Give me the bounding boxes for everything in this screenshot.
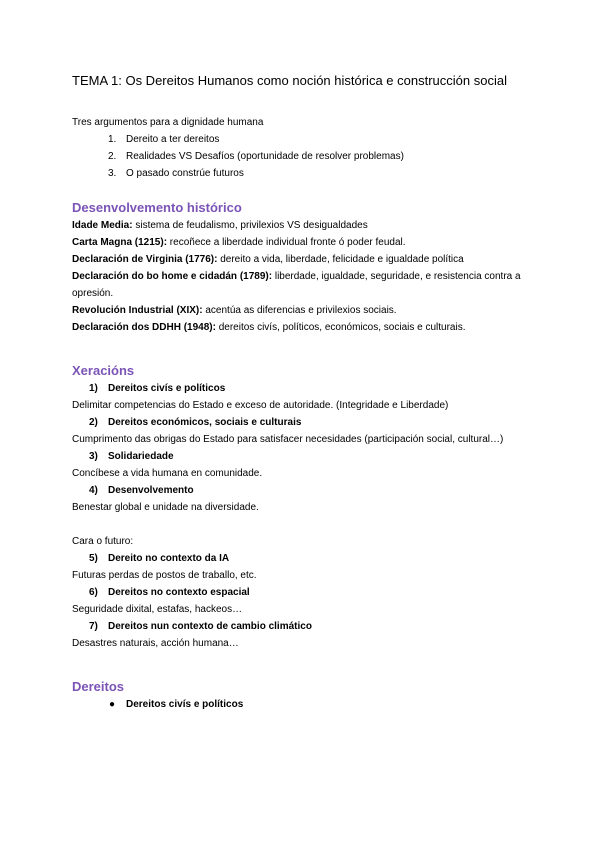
historico-item [72, 251, 522, 268]
historico-text: liberdade, igualdade, seguridade, e resistencia contra a opresión. [72, 271, 521, 299]
generation-name: Desenvolvemento [108, 485, 194, 496]
historico-term: Declaración de Virginia (1776): [72, 254, 218, 265]
generation-name: Solidariedade [108, 451, 174, 462]
historico-text: recoñece a liberdade individual fronte ó poder feudal. [167, 237, 406, 248]
futuro-list [72, 550, 522, 652]
historico-item [72, 217, 522, 234]
arguments-list [72, 131, 522, 182]
section-heading-historico: Desenvolvemento histórico [72, 200, 242, 215]
generation-name: Dereitos económicos, sociais e culturais [108, 417, 302, 428]
generation-title [72, 380, 522, 397]
dereitos-list [72, 696, 522, 713]
generation-desc: Concíbese a vida humana en comunidade. [72, 468, 263, 479]
historico-term: Revolución Industrial (XIX): [72, 305, 203, 316]
list-item [72, 148, 522, 165]
historico-term: Carta Magna (1215): [72, 237, 168, 248]
list-number: 1. [108, 134, 117, 145]
historico-item [72, 268, 522, 302]
generation-title [72, 414, 522, 431]
xeracions-list [72, 380, 522, 516]
generation-title [72, 448, 522, 465]
generation-title [72, 550, 522, 567]
generation-number: 6) [89, 587, 98, 598]
list-number: 3. [108, 168, 117, 179]
generation-title [72, 618, 522, 635]
document-page [72, 72, 522, 713]
list-item-text: Realidades VS Desafíos (oportunidade de resolver problemas) [126, 151, 404, 162]
generation-desc: Delimitar competencias do Estado e exceso de autoridade. (Integridade e Liberdade) [72, 400, 449, 411]
historico-text: sistema de feudalismo, privilexios VS desigualdades [132, 220, 368, 231]
historico-term: Declaración dos DDHH (1948): [72, 322, 216, 333]
historico-text: dereito a vida, liberdade, felicidade e igualdade política [217, 254, 464, 265]
historico-list [72, 217, 522, 336]
generation-title [72, 584, 522, 601]
generation-name: Dereitos civís e políticos [108, 383, 226, 394]
generation-number: 7) [89, 621, 98, 632]
generation-name: Dereitos no contexto espacial [108, 587, 250, 598]
bullet-icon: ● [109, 699, 116, 710]
generation-number: 4) [89, 485, 98, 496]
page-title: TEMA 1: Os Dereitos Humanos como noción histórica e construcción social [72, 73, 507, 88]
generation-desc: Seguridade dixital, estafas, hackeos… [72, 604, 243, 615]
generation-name: Dereitos nun contexto de cambio climático [108, 621, 312, 632]
list-item-text: Dereito a ter dereitos [126, 134, 220, 145]
section-heading-dereitos: Dereitos [72, 679, 125, 694]
historico-item [72, 319, 522, 336]
historico-term: Idade Media: [72, 220, 133, 231]
historico-text: dereitos civís, políticos, económicos, sociais e culturais. [215, 322, 466, 333]
generation-desc: Futuras perdas de postos de traballo, etc. [72, 570, 257, 581]
list-item [72, 165, 522, 182]
historico-item [72, 302, 522, 319]
list-number: 2. [108, 151, 117, 162]
generation-desc: Benestar global e unidade na diversidade. [72, 502, 259, 513]
list-item-text: O pasado constrúe futuros [126, 168, 244, 179]
generation-number: 3) [89, 451, 98, 462]
generation-title [72, 482, 522, 499]
intro-text: Tres argumentos para a dignidade humana [72, 117, 264, 128]
bullet-text: Dereitos civís e políticos [126, 699, 244, 710]
futuro-label: Cara o futuro: [72, 536, 134, 547]
historico-text: acentúa as diferencias e privilexios sociais. [202, 305, 397, 316]
list-item [72, 131, 522, 148]
generation-number: 5) [89, 553, 98, 564]
historico-term: Declaración do bo home e cidadán (1789): [72, 271, 273, 282]
generation-number: 1) [89, 383, 98, 394]
generation-number: 2) [89, 417, 98, 428]
section-heading-xeracions: Xeracións [72, 363, 135, 378]
historico-item [72, 234, 522, 251]
bullet-item [72, 696, 522, 713]
generation-desc: Desastres naturais, acción humana… [72, 638, 239, 649]
generation-desc: Cumprimento das obrigas do Estado para satisfacer necesidades (participación social, cultural…) [72, 434, 504, 445]
generation-name: Dereito no contexto da IA [108, 553, 230, 564]
